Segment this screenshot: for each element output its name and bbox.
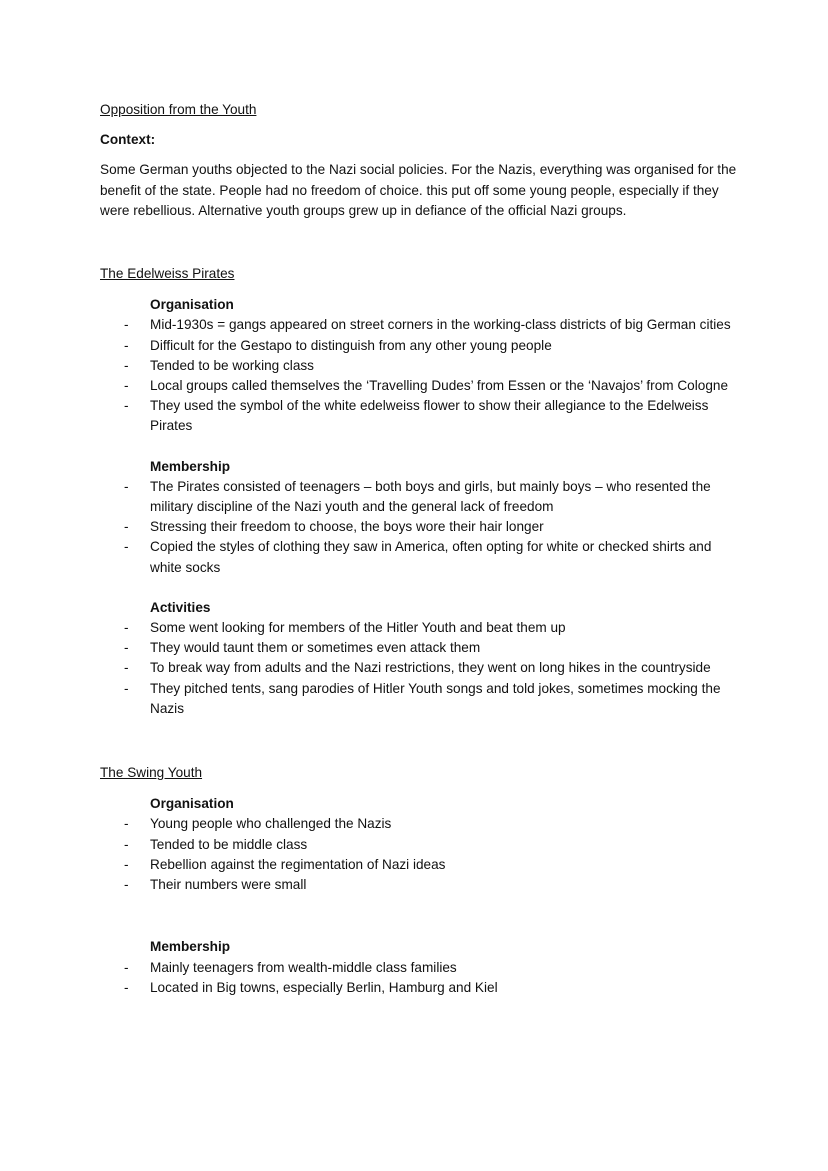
dash-bullet-icon: -: [124, 660, 129, 676]
section-heading: The Edelweiss Pirates: [100, 266, 235, 282]
section-edelweiss-pirates: [100, 264, 740, 719]
context-paragraph: Some German youths objected to the Nazi social policies. For the Nazis, everything was organised for the benefit of the state. People had no freedom of choice. this put off some young people, especially if they were rebellious. Alternative youth groups grew up in defiance of the official Nazi groups.: [100, 162, 737, 218]
context-heading: Context:: [100, 132, 156, 148]
dash-bullet-icon: -: [124, 519, 129, 535]
document-page: [100, 100, 740, 998]
list-item: - Mainly teenagers from wealth-middle class families: [100, 958, 740, 978]
bullet-list: [100, 958, 740, 998]
list-item: - They pitched tents, sang parodies of Hitler Youth songs and told jokes, sometimes mocking the Nazis: [124, 680, 721, 716]
list-item: - Copied the styles of clothing they saw in America, often opting for white or checked shirts and white socks: [124, 539, 712, 575]
subsection-heading-organisation: Organisation: [150, 297, 234, 313]
list-item: - Rebellion against the regimentation of Nazi ideas: [100, 855, 740, 875]
list-item: - They would taunt them or sometimes even attack them: [100, 638, 740, 658]
dash-bullet-icon: -: [124, 337, 129, 353]
subsection-heading-membership: Membership: [150, 939, 231, 955]
list-item: - Their numbers were small: [100, 875, 740, 895]
bullet-list: [100, 618, 740, 719]
subsection-heading-membership: Membership: [150, 458, 231, 474]
dash-bullet-icon: -: [124, 816, 129, 832]
dash-bullet-icon: -: [124, 620, 129, 636]
dash-bullet-icon: -: [124, 378, 129, 394]
list-item: - Some went looking for members of the Hitler Youth and beat them up: [100, 618, 740, 638]
list-item: - They used the symbol of the white edelweiss flower to show their allegiance to the Edelweiss Pirates: [124, 398, 709, 434]
list-item: - Difficult for the Gestapo to distinguish from any other young people: [100, 336, 740, 356]
list-item: - Stressing their freedom to choose, the boys wore their hair longer: [100, 517, 740, 537]
list-item: - To break way from adults and the Nazi restrictions, they went on long hikes in the countryside: [100, 658, 740, 678]
dash-bullet-icon: -: [124, 317, 129, 333]
dash-bullet-icon: -: [124, 539, 129, 555]
bullet-list: [100, 814, 740, 895]
list-item: - The Pirates consisted of teenagers – both boys and girls, but mainly boys – who resented the military discipline of the Nazi youth and the general lack of freedom: [124, 478, 711, 515]
bullet-list: [100, 315, 740, 436]
list-item: - Local groups called themselves the ‘Travelling Dudes’ from Essen or the ‘Navajos’ from Cologne: [100, 376, 740, 396]
dash-bullet-icon: -: [124, 640, 129, 656]
subsection-heading-organisation: Organisation: [150, 796, 234, 812]
list-item: - Located in Big towns, especially Berlin, Hamburg and Kiel: [100, 978, 740, 998]
dash-bullet-icon: -: [124, 856, 129, 872]
dash-bullet-icon: -: [124, 877, 129, 893]
dash-bullet-icon: -: [124, 478, 129, 494]
section-heading: The Swing Youth: [100, 765, 203, 781]
dash-bullet-icon: -: [124, 357, 129, 373]
dash-bullet-icon: -: [124, 959, 129, 975]
dash-bullet-icon: -: [124, 398, 129, 414]
list-item: - Young people who challenged the Nazis: [100, 814, 740, 834]
list-item: - Tended to be working class: [100, 356, 740, 376]
dash-bullet-icon: -: [124, 836, 129, 852]
section-swing-youth: [100, 763, 740, 998]
subsection-heading-activities: Activities: [150, 599, 211, 615]
list-item: - Tended to be middle class: [100, 835, 740, 855]
document-title: Opposition from the Youth: [100, 102, 257, 117]
bullet-list: [100, 477, 740, 578]
dash-bullet-icon: -: [124, 979, 129, 995]
dash-bullet-icon: -: [124, 680, 129, 696]
list-item: - Mid-1930s = gangs appeared on street corners in the working-class districts of big German cities: [100, 315, 740, 335]
